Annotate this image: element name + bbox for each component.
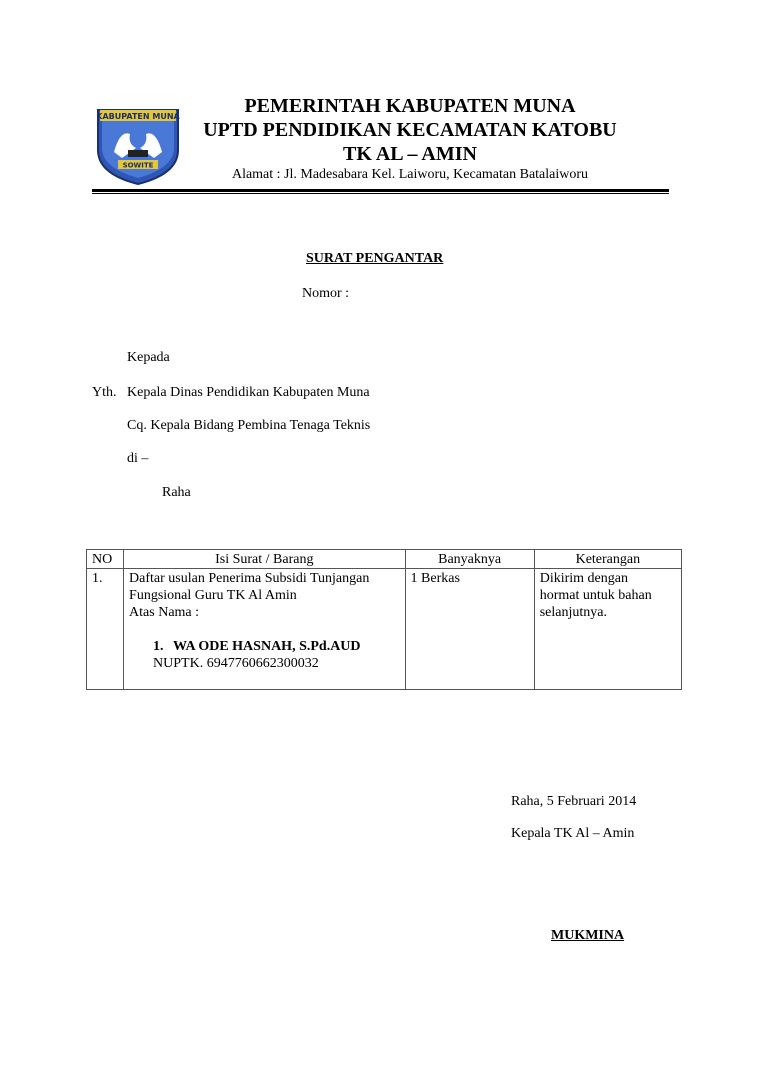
table-header-keterangan: Keterangan — [534, 550, 681, 569]
header-line-uptd: UPTD PENDIDIKAN KECAMATAN KATOBU — [203, 119, 617, 141]
keterangan-line: selanjutnya. — [539, 605, 607, 620]
table-header-banyaknya: Banyaknya — [405, 550, 534, 569]
header-divider — [92, 189, 669, 192]
keterangan-line: hormat untuk bahan — [539, 588, 652, 603]
keterangan-line: Dikirim dengan — [539, 571, 628, 586]
header-line-government: PEMERINTAH KABUPATEN MUNA — [244, 95, 576, 117]
addressee-cq: Cq. Kepala Bidang Pembina Tenaga Teknis — [127, 418, 371, 433]
nominee-name: WA ODE HASNAH, S.Pd.AUD — [173, 639, 361, 654]
isi-line: Atas Nama : — [129, 605, 200, 620]
signature-name: MUKMINA — [551, 928, 625, 943]
header-line-school: TK AL – AMIN — [343, 143, 477, 165]
addressee-city: Raha — [162, 485, 191, 500]
header-divider-thin — [92, 193, 669, 194]
table-row — [87, 569, 682, 690]
addressee-kepada: Kepada — [127, 350, 170, 365]
nominee-nuptk: NUPTK. 6947760662300032 — [153, 656, 319, 671]
addressee-di: di – — [127, 451, 149, 466]
emblem-motto: SOWITE — [122, 161, 154, 170]
regency-emblem-logo — [92, 104, 184, 186]
addressee-yth: Yth. — [92, 385, 117, 400]
items-table — [86, 549, 682, 690]
table-header-isi: Isi Surat / Barang — [124, 550, 405, 569]
nominee-number: 1. — [153, 639, 164, 654]
cell-no: 1. — [87, 569, 124, 690]
header-address: Alamat : Jl. Madesabara Kel. Laiworu, Kecamatan Batalaiworu — [231, 167, 589, 182]
cell-keterangan — [534, 569, 681, 690]
isi-line: Fungsional Guru TK Al Amin — [129, 588, 297, 603]
table-header-no: NO — [87, 550, 124, 569]
isi-line: Daftar usulan Penerima Subsidi Tunjangan — [129, 571, 370, 586]
letter-number: Nomor : — [302, 286, 350, 301]
addressee-recipient: Kepala Dinas Pendidikan Kabupaten Muna — [127, 385, 370, 400]
emblem-title: KABUPATEN MUNA — [96, 112, 180, 121]
nominee-item — [129, 638, 399, 655]
table-header-row — [87, 550, 682, 569]
signature-place-date: Raha, 5 Februari 2014 — [511, 794, 637, 809]
letter-title: SURAT PENGANTAR — [306, 251, 444, 266]
signature-position: Kepala TK Al – Amin — [511, 826, 635, 841]
cell-isi — [124, 569, 405, 690]
cell-banyaknya: 1 Berkas — [405, 569, 534, 690]
